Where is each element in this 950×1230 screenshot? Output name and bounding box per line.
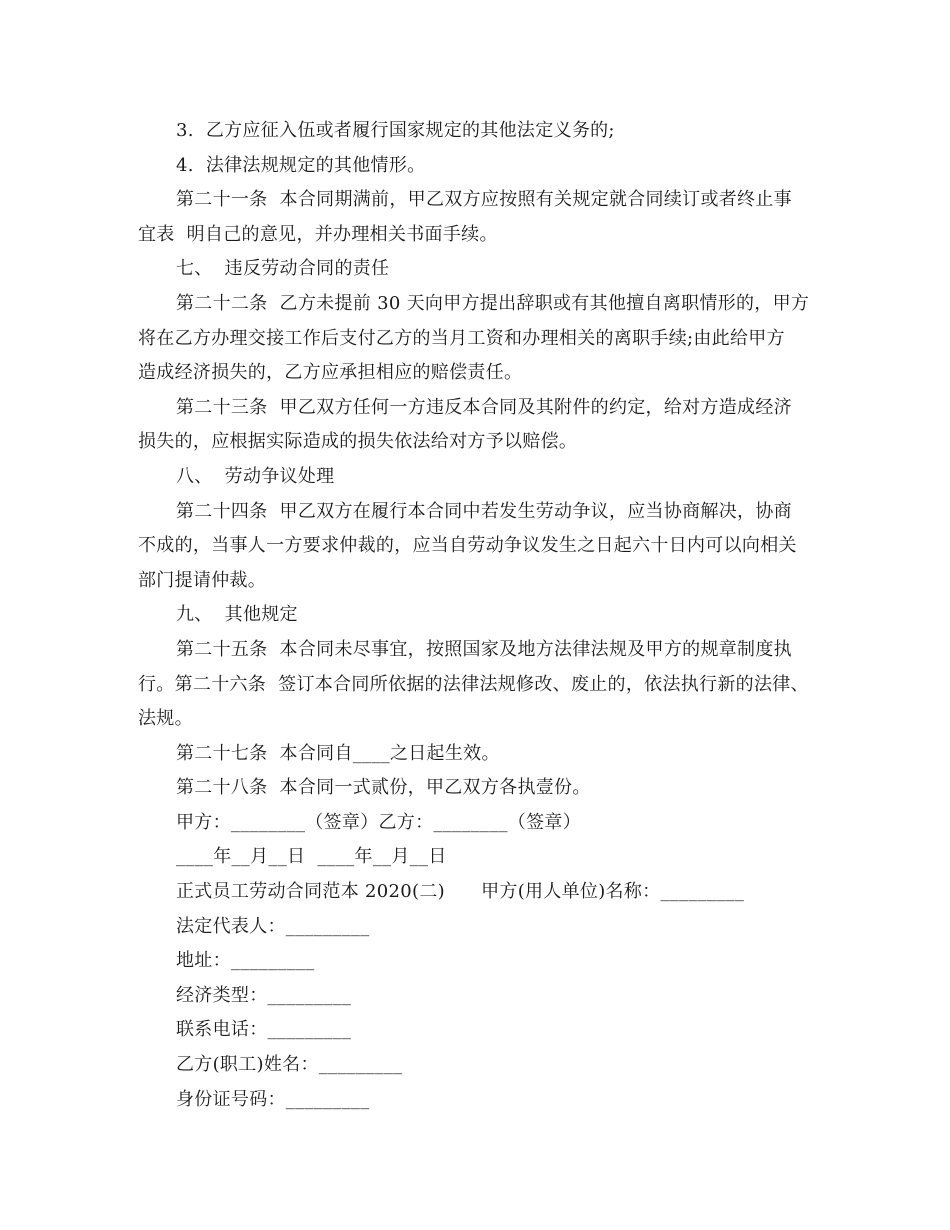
article-25-line: 第二十五条 本合同未尽事宜，按照国家及地方法律法规及甲方的规章制度执 [176, 638, 792, 660]
article-28-line: 第二十八条 本合同一式贰份，甲乙双方各执壹份。 [176, 777, 591, 799]
article-23-line: 第二十三条 甲乙双方任何一方违反本合同及其附件的约定，给对方造成经济 [176, 396, 792, 418]
document-body [138, 114, 818, 1117]
article-21-line: 第二十一条 本合同期满前，甲乙双方应按照有关规定就合同续订或者终止事 [176, 189, 792, 211]
article-24-line: 部门提请仲裁。 [138, 569, 267, 591]
article-22-line: 第二十二条 乙方未提前 30 天向甲方提出辞职或有其他擅自离职情形的，甲方 [176, 292, 810, 314]
article-24-line: 第二十四条 甲乙双方在履行本合同中若发生劳动争议，应当协商解决，协商 [176, 500, 792, 522]
clause-line: 4. 法律法规规定的其他情形。 [176, 154, 426, 176]
article-21-line: 宜表 明自己的意见，并办理相关书面手续。 [138, 223, 498, 245]
clause-line: 3. 乙方应征入伍或者履行国家规定的其他法定义务的; [176, 120, 615, 141]
signature-line: 甲方：________（签章）乙方：________（签章） [176, 811, 581, 833]
section-heading: 九、 其他规定 [176, 604, 298, 626]
article-24-line: 不成的，当事人一方要求仲裁的，应当自劳动争议发生之日起六十日内可以向相关 [138, 535, 797, 557]
article-26-line: 法规。 [138, 708, 193, 730]
phone-field: 联系电话：_________ [176, 1019, 352, 1041]
article-22-line: 造成经济损失的，乙方应承担相应的赔偿责任。 [138, 362, 523, 384]
template-title-line: 正式员工劳动合同范本 2020(二) 甲方(用人单位)名称：_________ [176, 881, 745, 903]
article-26-line: 行。第二十六条 签订本合同所依据的法律法规修改、废止的，依法执行新的法律、 [138, 673, 809, 695]
employee-name-field: 乙方(职工)姓名：_________ [176, 1054, 403, 1076]
economic-type-field: 经济类型：_________ [176, 984, 352, 1006]
article-22-line: 将在乙方办理交接工作后支付乙方的当月工资和办理相关的离职手续;由此给甲方 [138, 327, 785, 349]
address-field: 地址：_________ [176, 950, 315, 972]
date-line: ____年__月__日 ____年__月__日 [176, 846, 447, 868]
id-number-field: 身份证号码：_________ [176, 1088, 370, 1110]
article-27-line: 第二十七条 本合同自____之日起生效。 [176, 742, 500, 764]
section-heading: 七、 违反劳动合同的责任 [176, 258, 390, 280]
legal-representative-field: 法定代表人：_________ [176, 915, 370, 937]
article-23-line: 损失的，应根据实际造成的损失依法给对方予以赔偿。 [138, 431, 578, 453]
section-heading: 八、 劳动争议处理 [176, 465, 335, 487]
